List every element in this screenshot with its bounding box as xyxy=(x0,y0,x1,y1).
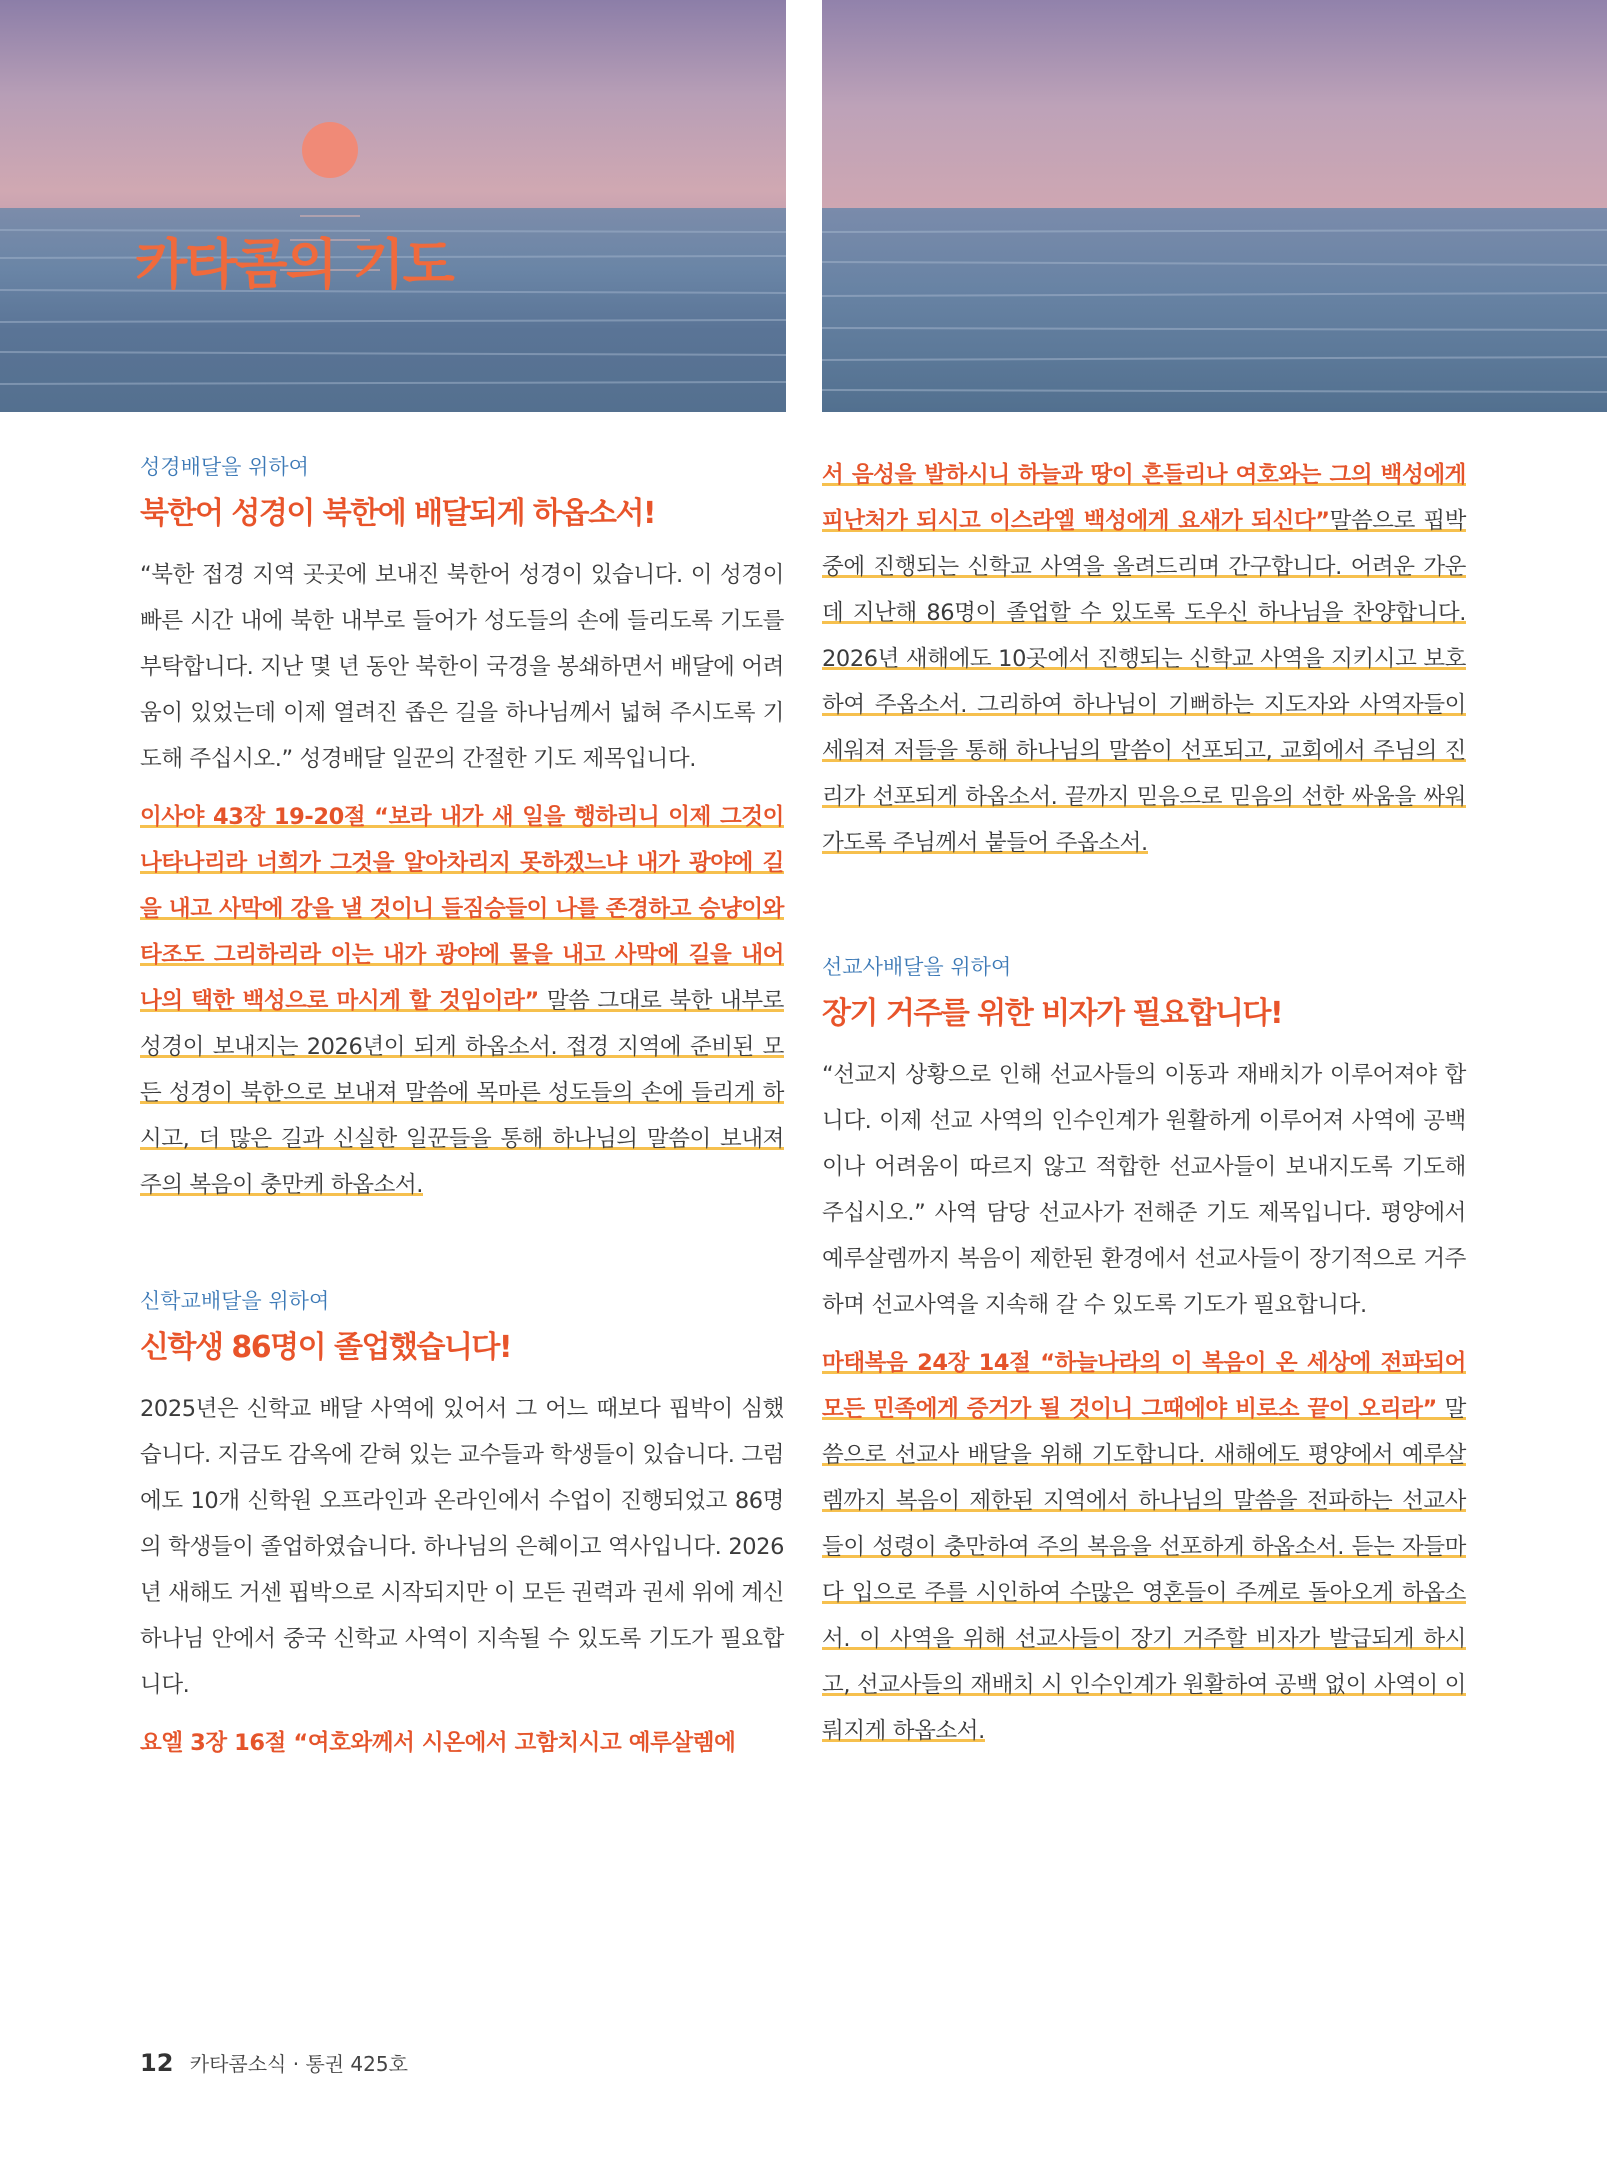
prayer-text: 말씀으로 선교사 배달을 위해 기도합니다. 새해에도 평양에서 예루살렘까지 복음이 제한된 지역에서 하나님의 말씀을 전파하는 선교사들이 성령이 충만하여 주의 복음을 선포하게 하옵소서. 듣는 자들마다 입으로 주를 시인하여 수많은 영혼들이 주께로 돌아오게 하옵소서. 이 사역을 위해 선교사들이 장기 거주할 비자가 발급되게 하시고, 선교사들의 재배치 시 인수인계가 원활하여 공백 없이 사역이 이뤄지게 하옵소서. xyxy=(822,1396,1467,1744)
bible-delivery-section xyxy=(140,452,784,1208)
missionary-delivery-section xyxy=(822,952,1466,1754)
section-title: 신학생 86명이 졸업했습니다! xyxy=(140,1330,512,1365)
seminary-delivery-continued xyxy=(822,452,1466,866)
left-column xyxy=(140,452,784,1766)
section-label: 신학교배달을 위하여 xyxy=(140,1289,330,1313)
prayer-text: 말씀으로 핍박 중에 진행되는 신학교 사역을 올려드리며 간구합니다. 어려운 가운데 지난해 86명이 졸업할 수 있도록 도우신 하나님을 찬양합니다. 2026년 새해에도 10곳에서 진행되는 신학교 사역을 지키시고 보호하여 주옵소서. 그리하여 하나님이 기뻐하는 지도자와 사역자들이 세워져 저들을 통해 하나님의 말씀이 선포되고, 교회에서 주님의 진리가 선포되게 하옵소서. 끝까지 믿음으로 믿음의 선한 싸움을 싸워가도록 주님께서 붙들어 주옵소서. xyxy=(822,508,1466,856)
section-body: “선교지 상황으로 인해 선교사들의 이동과 재배치가 이루어져야 합니다. 이제 선교 사역의 인수인계가 원활하게 이루어져 사역에 공백이나 어려움이 따르지 않고 적합한 선교사들이 보내지도록 기도해 주십시오.” 사역 담당 선교사가 전해준 기도 제목입니다. 평양에서 예루살렘까지 복음이 제한된 환경에서 선교사들이 장기적으로 거주하며 선교사역을 지속해 갈 수 있도록 기도가 필요합니다. xyxy=(822,1062,1466,1318)
section-title: 장기 거주를 위한 비자가 필요합니다! xyxy=(822,996,1283,1031)
section-label: 성경배달을 위하여 xyxy=(140,455,309,479)
prayer-paragraph xyxy=(822,1340,1466,1754)
scripture-quote: 이사야 43장 19-20절 “보라 내가 새 일을 행하리니 이제 그것이 나타나리라 너희가 그것을 알아차리지 못하겠느냐 내가 광야에 길을 내고 사막에 강을 낼 것이니 들짐승들이 나를 존경하고 승냥이와 타조도 그리하리라 이는 내가 광야에 물을 내고 사막에 길을 내어 나의 택한 백성으로 마시게 할 것임이라” xyxy=(140,804,784,1014)
prayer-paragraph xyxy=(822,452,1466,866)
prayer-text: 말씀 그대로 북한 내부로 성경이 보내지는 2026년이 되게 하옵소서. 접경 지역에 준비된 모든 성경이 북한으로 보내져 말씀에 목마른 성도들의 손에 들리게 하시고, 더 많은 길과 신실한 일꾼들을 통해 하나님의 말씀이 보내져 주의 복음이 충만케 하옵소서. xyxy=(140,988,784,1198)
section-body: 2025년은 신학교 배달 사역에 있어서 그 어느 때보다 핍박이 심했습니다. 지금도 감옥에 갇혀 있는 교수들과 학생들이 있습니다. 그럼에도 10개 신학원 오프라인과 온라인에서 수업이 진행되었고 86명의 학생들이 졸업하였습니다. 하나님의 은혜이고 역사입니다. 2026년 새해도 거센 핍박으로 시작되지만 이 모든 권력과 권세 위에 계신 하나님 안에서 중국 신학교 사역이 지속될 수 있도록 기도가 필요합니다. xyxy=(140,1396,784,1698)
scripture-quote: 마태복음 24장 14절 “하늘나라의 이 복음이 온 세상에 전파되어 모든 민족에게 증거가 될 것이니 그때에야 비로소 끝이 오리라” xyxy=(822,1350,1466,1422)
page-title: 카타콤의 기도 xyxy=(135,233,453,296)
page-footer xyxy=(140,2048,408,2077)
section-label: 선교사배달을 위하여 xyxy=(822,955,1012,979)
right-column xyxy=(822,452,1466,1754)
scripture-quote: 요엘 3장 16절 “여호와께서 시온에서 고함치시고 예루살렘에 xyxy=(140,1730,736,1756)
sea-horizon-illustration xyxy=(822,0,1607,412)
publication-name: 카타콤소식 · 통권 425호 xyxy=(189,2052,408,2076)
sunset-sea-image-left xyxy=(0,0,786,412)
sunset-sea-illustration xyxy=(0,0,786,412)
section-title: 북한어 성경이 북한에 배달되게 하옵소서! xyxy=(140,496,656,531)
scripture-quote: 서 음성을 발하시니 하늘과 땅이 흔들리나 여호와는 그의 백성에게 피난처가 되시고 이스라엘 백성에게 요새가 되신다” xyxy=(822,462,1466,534)
page-number: 12 xyxy=(140,2049,174,2077)
sunset-sea-image-right xyxy=(822,0,1607,412)
seminary-delivery-section xyxy=(140,1286,784,1766)
section-body: “북한 접경 지역 곳곳에 보내진 북한어 성경이 있습니다. 이 성경이 빠른 시간 내에 북한 내부로 들어가 성도들의 손에 들리도록 기도를 부탁합니다. 지난 몇 년 동안 북한이 국경을 봉쇄하면서 배달에 어려움이 있었는데 이제 열려진 좁은 길을 하나님께서 넓혀 주시도록 기도해 주십시오.” 성경배달 일꾼의 간절한 기도 제목입니다. xyxy=(140,562,784,772)
prayer-paragraph xyxy=(140,794,784,1208)
prayer-paragraph xyxy=(140,1720,784,1766)
